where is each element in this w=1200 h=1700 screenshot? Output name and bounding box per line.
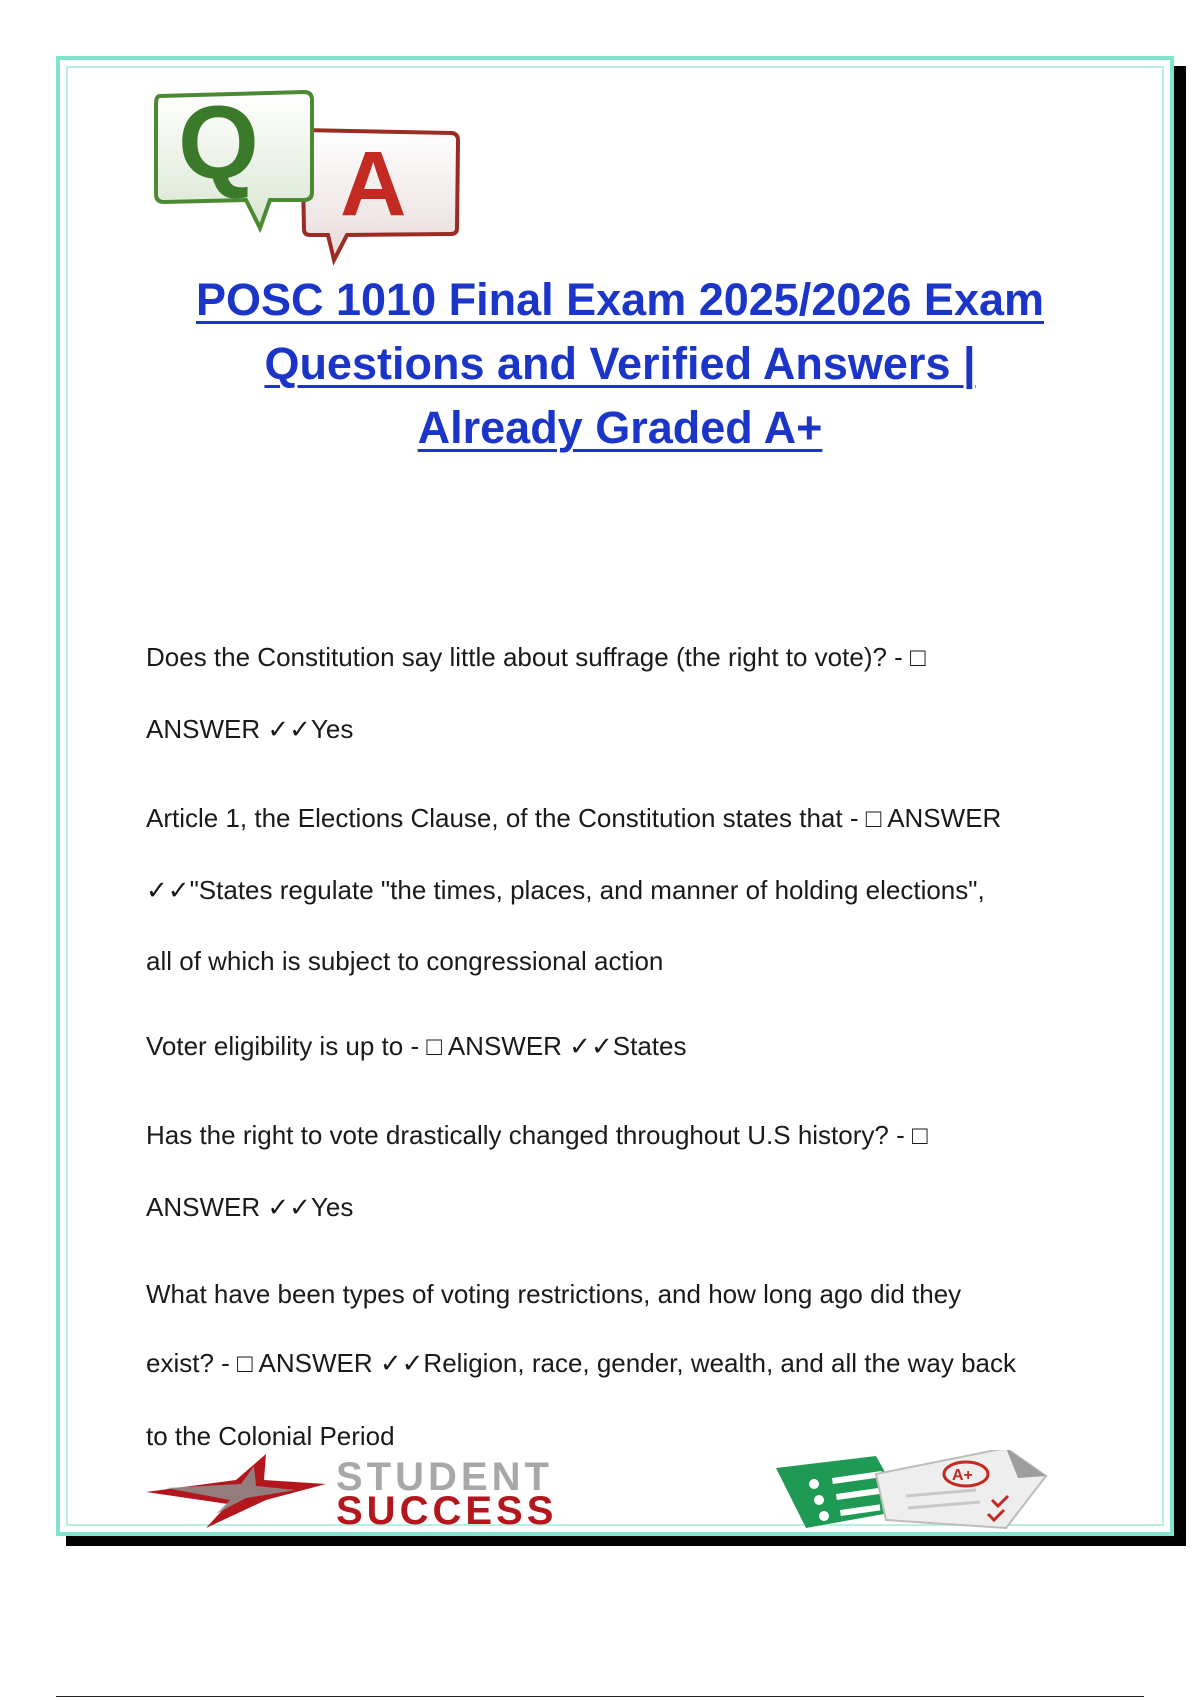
brand-line-2: SUCCESS: [336, 1489, 558, 1530]
text-line: Does the Constitution say little about suffrage (the right to vote)? - □: [146, 642, 926, 672]
text-line: ANSWER ✓✓Yes: [146, 714, 354, 744]
text-line: Article 1, the Elections Clause, of the Constitution states that - □ ANSWER: [146, 803, 1002, 833]
text-line: exist? - □ ANSWER ✓✓Religion, race, gender, wealth, and all the way back: [146, 1348, 1017, 1378]
text-line: ANSWER ✓✓Yes: [146, 1192, 354, 1222]
logo-letter-q: Q: [178, 85, 259, 201]
student-success-logo: [146, 1450, 1056, 1530]
bottom-rule: [56, 1696, 1144, 1697]
student-success-brand-icon: [146, 1450, 1056, 1530]
graded-paper-icon: [876, 1450, 1046, 1528]
document-title: [140, 268, 1100, 460]
qa-logo: [152, 85, 462, 273]
text-line: What have been types of voting restrictions, and how long ago did they: [146, 1279, 962, 1309]
text-line: Has the right to vote drastically changed throughout U.S history? - □: [146, 1120, 928, 1150]
title-line-2: Questions and Verified Answers |: [264, 338, 976, 389]
grade-badge: A+: [952, 1467, 973, 1484]
text-line: all of which is subject to congressional action: [146, 946, 664, 976]
logo-letter-a: A: [340, 133, 407, 235]
title-line-3: Already Graded A+: [417, 402, 823, 453]
text-line: ✓✓"States regulate "the times, places, and manner of holding elections",: [146, 875, 985, 905]
text-line: Voter eligibility is up to - □ ANSWER ✓✓States: [146, 1031, 687, 1061]
brand-line-1: STUDENT: [336, 1455, 553, 1499]
title-line-1: POSC 1010 Final Exam 2025/2026 Exam: [195, 274, 1045, 325]
text-line: to the Colonial Period: [146, 1421, 395, 1451]
